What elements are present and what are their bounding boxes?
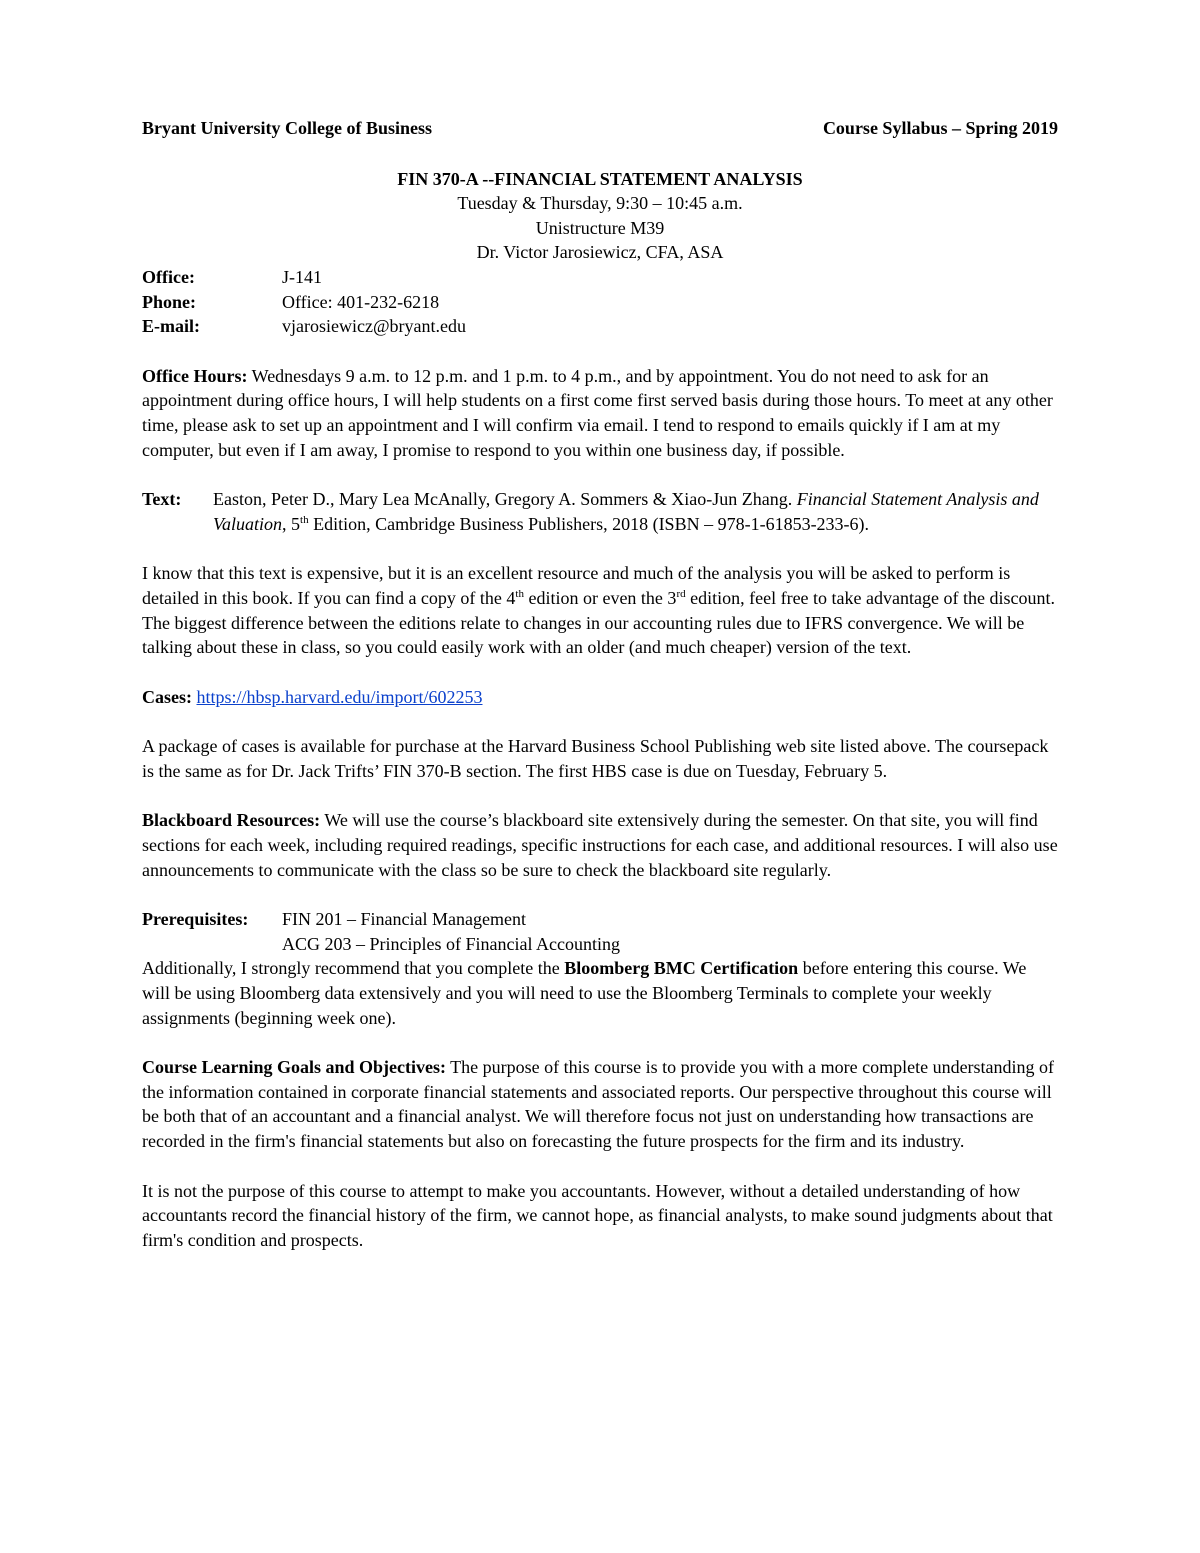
cases-link[interactable]: https://hbsp.harvard.edu/import/602253	[196, 686, 483, 707]
prereq-text-bold: Bloomberg BMC Certification	[564, 958, 799, 979]
text-citation	[213, 487, 1058, 536]
prereq-paragraph	[142, 956, 1058, 1030]
office-hours-text: Wednesdays 9 a.m. to 12 p.m. and 1 p.m. to 4 p.m., and by appointment. You do not need to ask for an appointment during office hours, I will help students on a first come first served basis during those hours. To meet at any other time, please ask to set up an appointment and I will confirm via email. I tend to respond to emails quickly if I am at my computer, but even if I am away, I promise to respond to you within one business day, if possible.	[142, 365, 1053, 460]
header-university: Bryant University College of Business	[142, 118, 432, 138]
cases-heading	[142, 685, 1058, 710]
prerequisites-section	[142, 907, 1058, 1030]
syllabus-page	[142, 116, 1058, 1252]
blackboard-text: We will use the course’s blackboard site extensively during the semester. On that site, you will find sections for each week, including required readings, specific instructions for each case, and additional resources. I will also use announcements to communicate with the class so be sure to check the blackboard site regularly.	[142, 810, 1058, 880]
text-section	[142, 487, 1058, 536]
blackboard-paragraph	[142, 808, 1058, 882]
text-note-part2: edition or even the 3	[523, 587, 677, 608]
prereq-course-1: FIN 201 – Financial Management	[282, 909, 526, 930]
course-instructor: Dr. Victor Jarosiewicz, CFA, ASA	[476, 242, 724, 263]
prereq-text-post: before entering this course. We will be using Bloomberg data extensively and you will need to use the Bloomberg Terminals to complete your weekly assignments (beginning week one).	[142, 958, 1027, 1028]
contact-office-row	[142, 265, 1058, 290]
phone-label: Phone:	[142, 291, 196, 312]
email-value: vjarosiewicz@bryant.edu	[282, 316, 467, 337]
cases-label: Cases:	[142, 686, 192, 707]
text-note-part1: I know that this text is expensive, but it is an excellent resource and much of the analysis you will be asked to perform is detailed in this book. If you can find a copy of the 4	[142, 563, 1011, 608]
text-edition-pre: , 5	[282, 513, 301, 534]
contact-info	[142, 265, 1058, 339]
text-edition-sup: th	[300, 513, 309, 526]
text-book-title: Financial Statement Analysis and Valuation	[213, 489, 1039, 534]
goals-label: Course Learning Goals and Objectives:	[142, 1057, 446, 1078]
course-info	[142, 167, 1058, 265]
text-authors: Easton, Peter D., Mary Lea McAnally, Gregory A. Sommers & Xiao-Jun Zhang.	[213, 489, 797, 510]
office-hours-paragraph	[142, 364, 1058, 462]
text-label: Text:	[142, 489, 182, 510]
text-note-part3: edition, feel free to take advantage of the discount. The biggest difference between the editions relate to changes in our accounting rules due to IFRS convergence. We will be talking about these in class, so you could easily work with an older (and much cheaper) version of the text.	[142, 587, 1055, 658]
text-rest: Edition, Cambridge Business Publishers, 2018 (ISBN – 978-1-61853-233-6).	[308, 513, 870, 534]
prereq-row-2	[142, 932, 1058, 957]
office-label: Office:	[142, 266, 195, 287]
email-label: E-mail:	[142, 316, 200, 337]
header	[142, 116, 1058, 141]
phone-value: Office: 401-232-6218	[282, 291, 440, 312]
goals-text: The purpose of this course is to provide you with a more complete understanding of the information contained in corporate financial statements and associated reports. Our perspective throughout this course will be both that of an accountant and a financial analyst. We will therefore focus not just on understanding how transactions are recorded in the firm's financial statements but also on forecasting the future prospects for the firm and its industry.	[142, 1057, 1055, 1151]
prerequisites-label: Prerequisites:	[142, 909, 249, 930]
contact-phone-row	[142, 290, 1058, 315]
text-note-sup1: th	[515, 587, 524, 600]
closing-paragraph: It is not the purpose of this course to attempt to make you accountants. However, without a detailed understanding of how accountants record the financial history of the firm, we cannot hope, as financial analysts, to make sound judgments about that firm's condition and prospects.	[142, 1180, 1053, 1250]
prereq-row-1	[142, 907, 1058, 932]
blackboard-label: Blackboard Resources:	[142, 810, 321, 831]
header-syllabus-term: Course Syllabus – Spring 2019	[822, 118, 1058, 138]
office-value: J-141	[282, 266, 322, 287]
goals-paragraph	[142, 1055, 1058, 1153]
course-schedule: Tuesday & Thursday, 9:30 – 10:45 a.m.	[457, 193, 743, 214]
course-title: FIN 370-A --FINANCIAL STATEMENT ANALYSIS	[397, 168, 803, 189]
prereq-text-pre: Additionally, I strongly recommend that you complete the	[142, 958, 565, 979]
course-room: Unistructure M39	[535, 217, 665, 238]
text-note-paragraph	[142, 561, 1058, 659]
text-note-sup2: rd	[676, 587, 686, 600]
contact-email-row	[142, 314, 1058, 339]
cases-paragraph: A package of cases is available for purchase at the Harvard Business School Publishing web site listed above. The coursepack is the same as for Dr. Jack Trifts’ FIN 370-B section. The first HBS case is due on Tuesday, February 5.	[142, 736, 1049, 781]
office-hours-label: Office Hours:	[142, 365, 248, 386]
prereq-course-2: ACG 203 – Principles of Financial Accounting	[282, 933, 620, 954]
